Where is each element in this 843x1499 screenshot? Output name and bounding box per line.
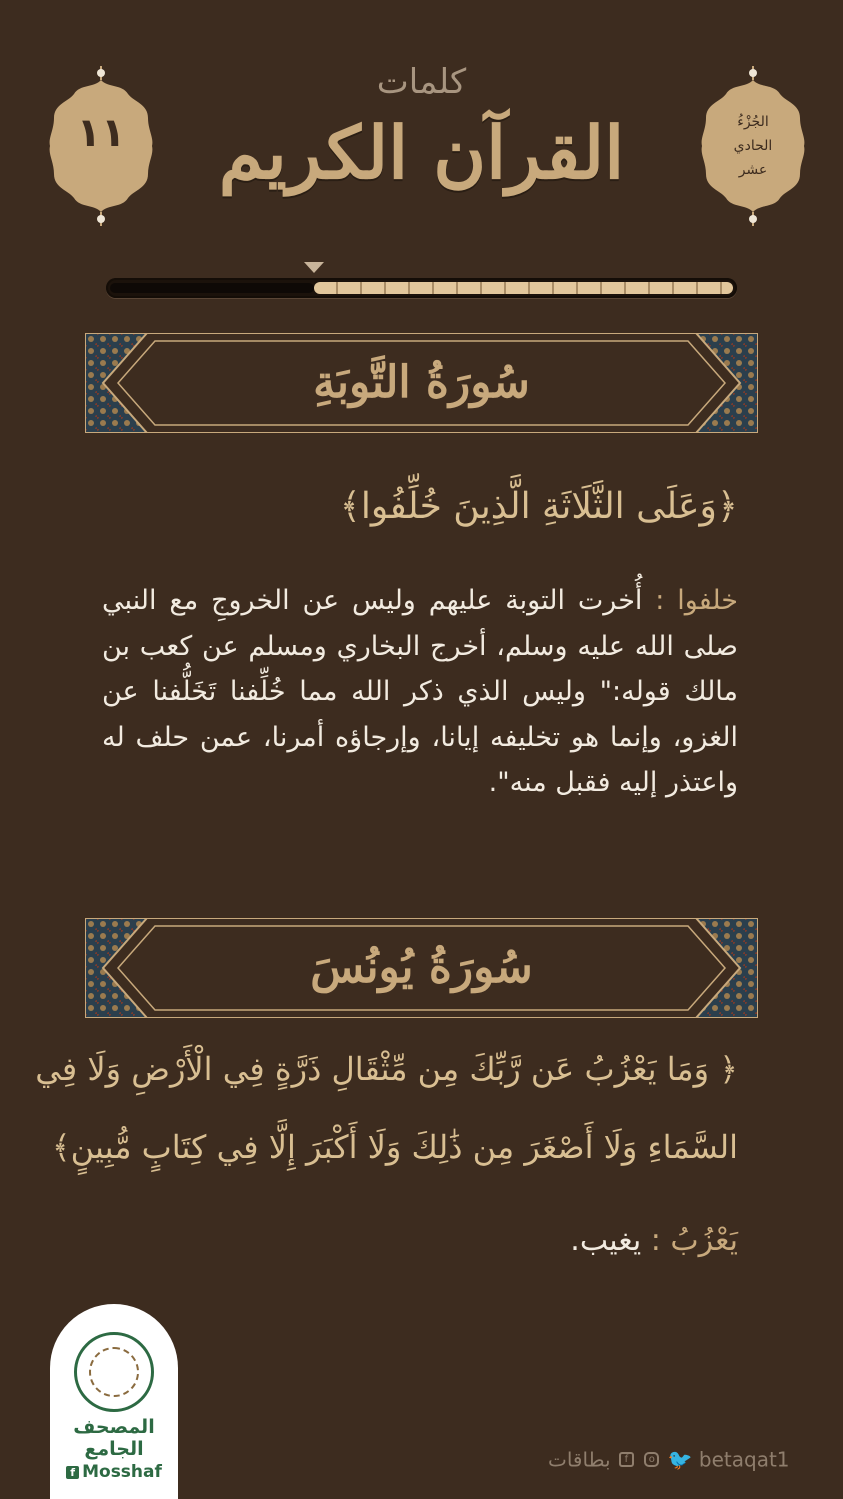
footer-handle: betaqat1 [698,1447,790,1472]
surah-name: سُورَةُ التَّوبَةِ [313,357,530,408]
progress-bar [106,278,737,298]
progress-remaining [110,283,314,293]
definition-term: يَعْزُبُ [670,1223,738,1258]
progress-fill [314,282,733,294]
logo-seal-icon [74,1332,154,1412]
facebook-icon: f [66,1466,79,1479]
definition-term: خلفوا [677,585,738,616]
ayah-line: السَّمَاءِ وَلَا أَصْغَرَ مِن ذَٰلِكَ وَلَا أَكْبَرَ إِلَّا فِي كِتَابٍ مُّبِينٍ﴾ [51,1128,738,1166]
twitter-icon: 🐦 [667,1447,693,1472]
logo-arabic-line: المصحف [73,1416,155,1438]
logo-english [50,1462,178,1482]
definition-block [102,1218,738,1264]
part-number: ١١ [76,110,126,156]
instagram-icon: o [644,1452,659,1467]
definition-separator: : [650,1223,661,1258]
mosshaf-logo[interactable] [50,1304,178,1499]
part-label-line: عشر [738,162,768,178]
surah-name: سُورَةُ يُونُسَ [310,942,533,993]
social-footer[interactable] [548,1446,798,1476]
ayah-line: ﴿وَعَلَى الثَّلَاثَةِ الَّذِينَ خُلِّفُوا﴾ [339,486,738,527]
definition-text: أُخرت التوبة عليهم وليس عن الخروجِ مع النبي صلى الله عليه وسلم، أخرج البخاري ومسلم عن كعب بن مالك قوله:" وليس الذي ذكر الله مما خُلِّفنا تَخَلُّفنا عن الغزو، وإنما هو تخليفه إيانا، وإرجاؤه أمرنا، عمن حلف له واعتذر إليه فقبل منه". [102,585,738,798]
part-label-line: الجُزْءُ [737,114,769,130]
part-label-line: الحادي [733,138,773,154]
header-title: القرآن الكريم [218,110,625,195]
surah-banner [85,918,758,1018]
logo-english-text: Mosshaf [82,1462,162,1482]
progress-pointer [304,262,324,273]
definition-text: يغيب. [570,1223,642,1258]
logo-arabic-line: الجامع [84,1438,144,1460]
logo-seal-inner [89,1347,139,1397]
surah-banner [85,333,758,433]
definition-separator: : [655,585,665,616]
header-subtitle: كلمات [376,62,467,102]
facebook-icon: f [619,1452,634,1467]
footer-arabic-handle: بطاقات [548,1447,611,1472]
definition-block [102,578,738,806]
ayah-line: ﴿ وَمَا يَعْزُبُ عَن رَّبِّكَ مِن مِّثْقَالِ ذَرَّةٍ فِي الْأَرْضِ وَلَا فِي [35,1050,738,1088]
